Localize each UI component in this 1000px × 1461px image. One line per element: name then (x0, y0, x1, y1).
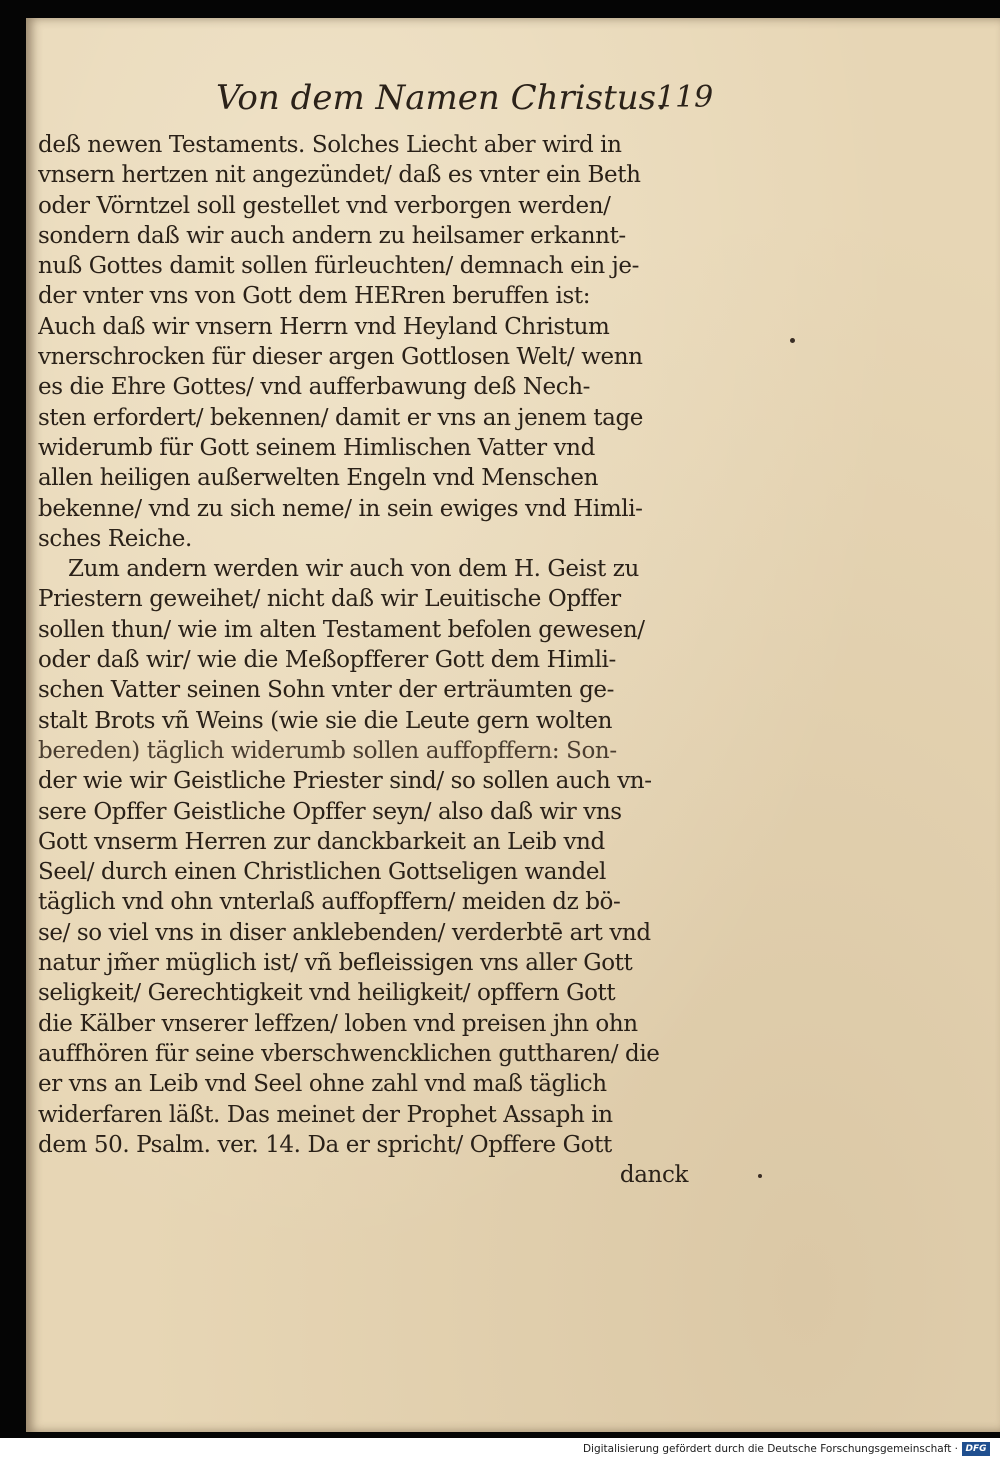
text-line: Priestern geweihet/ nicht daß wir Leuitische Opffer (38, 586, 621, 613)
running-title: Von dem Namen Christus. (216, 78, 667, 118)
ink-spot (758, 1174, 762, 1178)
text-line: sches Reiche. (38, 525, 192, 552)
text-line: widerfaren läßt. Das meinet der Prophet Assaph in (38, 1101, 613, 1128)
text-line: deß newen Testaments. Solches Liecht aber wird in (38, 132, 622, 158)
text-line: bereden) täglich widerumb sollen auffopffern: Son- (38, 737, 617, 764)
text-line: der vnter vns von Gott dem HERren beruffen ist: (38, 283, 591, 310)
text-line: sollen thun/ wie im alten Testament befolen gewesen/ (38, 616, 645, 643)
text-line: vnsern hertzen nit angezündet/ daß es vnter ein Beth (38, 162, 641, 189)
text-line: seligkeit/ Gerechtigkeit vnd heiligkeit/ opffern Gott (38, 980, 616, 1007)
text-line: bekenne/ vnd zu sich neme/ in sein ewiges vnd Himli- (38, 495, 643, 522)
text-line: stalt Brots vñ Weins (wie sie die Leute gern wolten (38, 707, 613, 734)
text-line: nuß Gottes damit sollen fürleuchten/ demnach ein je- (38, 253, 639, 280)
text-line: allen heiligen außerwelten Engeln vnd Menschen (38, 465, 598, 492)
text-line: sondern daß wir auch andern zu heilsamer erkannt- (38, 222, 626, 249)
text-line: er vns an Leib vnd Seel ohne zahl vnd maß täglich (38, 1071, 607, 1098)
text-line: die Kälber vnserer leffzen/ loben vnd preisen jhn ohn (38, 1010, 638, 1037)
text-line: sere Opffer Geistliche Opffer seyn/ also daß wir vns (38, 798, 622, 825)
dfg-logo: DFG (962, 1442, 990, 1456)
text-line: es die Ehre Gottes/ vnd aufferbawung deß Nech- (38, 374, 591, 401)
text-line: Auch daß wir vnsern Herrn vnd Heyland Christum (38, 313, 610, 340)
page-header (186, 73, 714, 123)
text-line: oder Vörntzel soll gestellet vnd verborgen werden/ (38, 192, 611, 219)
text-line: widerumb für Gott seinem Himlischen Vatter vnd (38, 434, 595, 461)
text-line: Gott vnserm Herren zur danckbarkeit an Leib vnd (38, 828, 605, 855)
ink-spot (790, 338, 795, 343)
text-line: sten erfordert/ bekennen/ damit er vns an jenem tage (38, 404, 643, 431)
body-text (38, 130, 698, 1190)
text-line: täglich vnd ohn vnterlaß auffopffern/ meiden dz bö- (38, 889, 621, 916)
text-line: natur jm̃er müglich ist/ vñ befleissigen vns aller Gott (38, 950, 633, 977)
text-line: se/ so viel vns in diser anklebenden/ verderbtē art vnd (38, 919, 651, 946)
text-line: schen Vatter seinen Sohn vnter der erträumten ge- (38, 677, 614, 704)
digitization-footer (0, 1438, 1000, 1461)
text-line: Zum andern werden wir auch von dem H. Geist zu (68, 556, 639, 583)
book-page (26, 18, 1000, 1432)
catchword: danck (619, 1162, 688, 1189)
text-line: vnerschrocken für dieser argen Gottlosen Welt/ wenn (38, 344, 643, 371)
text-line: oder daß wir/ wie die Meßopfferer Gott dem Himli- (38, 647, 616, 674)
text-line: Seel/ durch einen Christlichen Gottseligen wandel (38, 859, 606, 886)
page-number: 119 (656, 80, 714, 115)
text-line: dem 50. Psalm. ver. 14. Da er spricht/ Opffere Gott (38, 1131, 612, 1158)
text-line: auffhören für seine vberschwencklichen guttharen/ die (38, 1040, 660, 1067)
text-line: der wie wir Geistliche Priester sind/ so sollen auch vn- (38, 768, 652, 795)
funding-credit: Digitalisierung gefördert durch die Deutsche Forschungsgemeinschaft · (582, 1443, 958, 1455)
